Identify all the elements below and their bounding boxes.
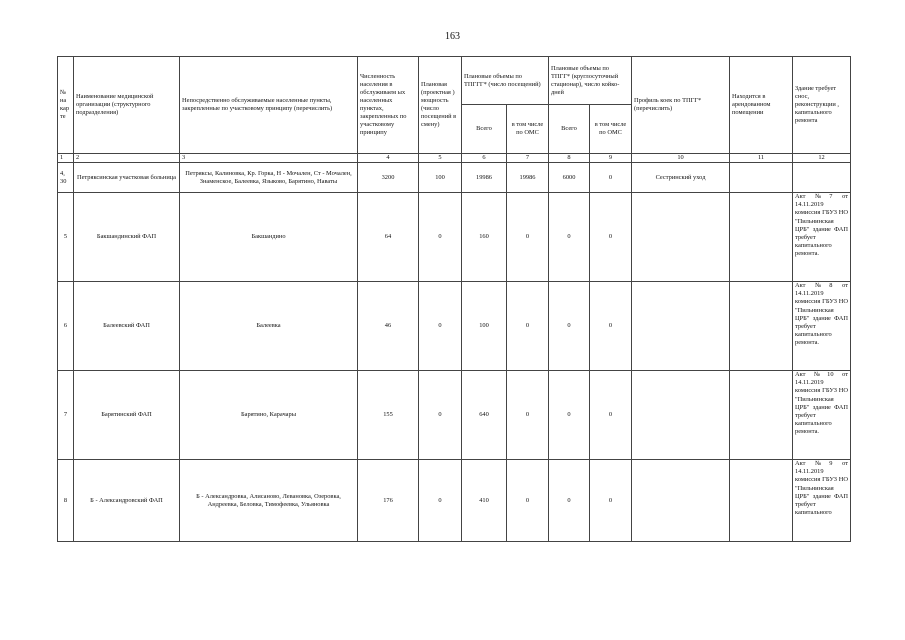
row-visits-oms: 0 <box>507 371 549 460</box>
row-repair: Акт №7 от 14.11.2019 комиссия ГБУЗ НО "Пильнинская ЦРБ" здание ФАП требует капитального ремонта. <box>793 193 851 282</box>
row-bed-profile: Сестринский уход <box>632 163 730 193</box>
row-population: 3200 <box>358 163 419 193</box>
row-repair: Акт №8 от 14.11.2019 комиссия ГБУЗ НО "Пильнинская ЦРБ" здание ФАП требует капитального ремонта. <box>793 282 851 371</box>
row-bed-profile <box>632 460 730 542</box>
header-bed-days: Плановые объемы по ТПГГ* (круглосуточный стационар), число койко-дней <box>549 57 632 105</box>
row-points: Бакшандино <box>180 193 358 282</box>
row-name: Бакшандинский ФАП <box>74 193 180 282</box>
row-rented <box>730 163 793 193</box>
row-num: 8 <box>58 460 74 542</box>
row-rented <box>730 282 793 371</box>
column-number: 8 <box>549 154 590 163</box>
row-bed-profile <box>632 193 730 282</box>
page-number: 163 <box>445 31 460 42</box>
facilities-table <box>57 56 851 542</box>
column-number: 3 <box>180 154 358 163</box>
header-num: № на кар те <box>58 57 74 154</box>
row-capacity: 0 <box>419 282 462 371</box>
row-beddays-total: 6000 <box>549 163 590 193</box>
row-population: 46 <box>358 282 419 371</box>
header-visits-total: Всего <box>462 105 507 154</box>
row-beddays-oms: 0 <box>590 193 632 282</box>
column-number: 10 <box>632 154 730 163</box>
row-beddays-oms: 0 <box>590 282 632 371</box>
row-visits-total: 100 <box>462 282 507 371</box>
header-visits-oms: в том числе по ОМС <box>507 105 549 154</box>
header-capacity: Плановая (проектная ) мощность (число посещений в смену) <box>419 57 462 154</box>
row-visits-total: 19986 <box>462 163 507 193</box>
row-visits-oms: 0 <box>507 282 549 371</box>
row-name: Барятинский ФАП <box>74 371 180 460</box>
row-capacity: 100 <box>419 163 462 193</box>
row-capacity: 0 <box>419 460 462 542</box>
column-number: 12 <box>793 154 851 163</box>
column-number-row <box>58 154 851 163</box>
table-row <box>58 371 851 460</box>
row-num: 6 <box>58 282 74 371</box>
row-visits-oms: 0 <box>507 460 549 542</box>
header-repair: Здание требует снос, реконструкции , капитального ремонта <box>793 57 851 154</box>
table-row <box>58 460 851 542</box>
header-beddays-oms: в том числе по ОМС <box>590 105 632 154</box>
table-row <box>58 163 851 193</box>
row-rented <box>730 193 793 282</box>
row-rented <box>730 371 793 460</box>
row-name: Петряксинская участковая больница <box>74 163 180 193</box>
row-repair <box>793 163 851 193</box>
row-beddays-oms: 0 <box>590 371 632 460</box>
row-beddays-total: 0 <box>549 193 590 282</box>
row-capacity: 0 <box>419 193 462 282</box>
row-repair: Акт №10 от 14.11.2019 комиссия ГБУЗ НО "Пильнинская ЦРБ" здание ФАП требует капитального ремонта. <box>793 371 851 460</box>
row-name: Б - Александровский ФАП <box>74 460 180 542</box>
table-row <box>58 193 851 282</box>
column-number: 2 <box>74 154 180 163</box>
row-visits-total: 640 <box>462 371 507 460</box>
row-points: Петряксы, Калиновка, Кр. Горка, Н - Мочален, Ст - Мочален, Знаменское, Балеевка, Языково, Барятино, Наваты <box>180 163 358 193</box>
header-settlements: Непосредственно обслуживаемые населенные пункты, закрепленные по участковому принципу (перечислить) <box>180 57 358 154</box>
row-population: 155 <box>358 371 419 460</box>
column-number: 9 <box>590 154 632 163</box>
row-visits-total: 410 <box>462 460 507 542</box>
column-number: 6 <box>462 154 507 163</box>
column-number: 11 <box>730 154 793 163</box>
row-beddays-total: 0 <box>549 371 590 460</box>
row-beddays-oms: 0 <box>590 460 632 542</box>
row-num: 4, 30 <box>58 163 74 193</box>
header-population: Численность населения в обслуживаем ых населенных пунктах, закрепленных по участковому принципу <box>358 57 419 154</box>
row-rented <box>730 460 793 542</box>
header-beddays-total: Всего <box>549 105 590 154</box>
column-number: 1 <box>58 154 74 163</box>
row-visits-total: 160 <box>462 193 507 282</box>
row-points: Б - Александровка, Алисаново, Левановка, Озеровка, Андреевка, Беловка, Тимофеевка, Ульяновка <box>180 460 358 542</box>
column-number: 7 <box>507 154 549 163</box>
row-beddays-total: 0 <box>549 460 590 542</box>
header-bed-profile: Профиль коек по ТПГГ* (перечислить) <box>632 57 730 154</box>
table-row <box>58 282 851 371</box>
header-visits: Плановые объемы по ТПГГГ* (число посещений) <box>462 57 549 105</box>
row-beddays-oms: 0 <box>590 163 632 193</box>
row-bed-profile <box>632 371 730 460</box>
row-population: 176 <box>358 460 419 542</box>
row-beddays-total: 0 <box>549 282 590 371</box>
row-points: Балеевка <box>180 282 358 371</box>
row-visits-oms: 0 <box>507 193 549 282</box>
row-repair: Акт №9 от 14.11.2019 комиссия ГБУЗ НО "Пильнинская ЦРБ" здание ФАП требует капитального <box>793 460 851 542</box>
header-rented: Находится в арендованном помещении <box>730 57 793 154</box>
column-number: 4 <box>358 154 419 163</box>
row-visits-oms: 19986 <box>507 163 549 193</box>
row-population: 64 <box>358 193 419 282</box>
row-num: 5 <box>58 193 74 282</box>
column-number: 5 <box>419 154 462 163</box>
row-bed-profile <box>632 282 730 371</box>
header-organization: Наименование медицинской организации (структурного подразделения) <box>74 57 180 154</box>
row-name: Балеевский ФАП <box>74 282 180 371</box>
row-points: Барятино, Карачары <box>180 371 358 460</box>
row-capacity: 0 <box>419 371 462 460</box>
row-num: 7 <box>58 371 74 460</box>
